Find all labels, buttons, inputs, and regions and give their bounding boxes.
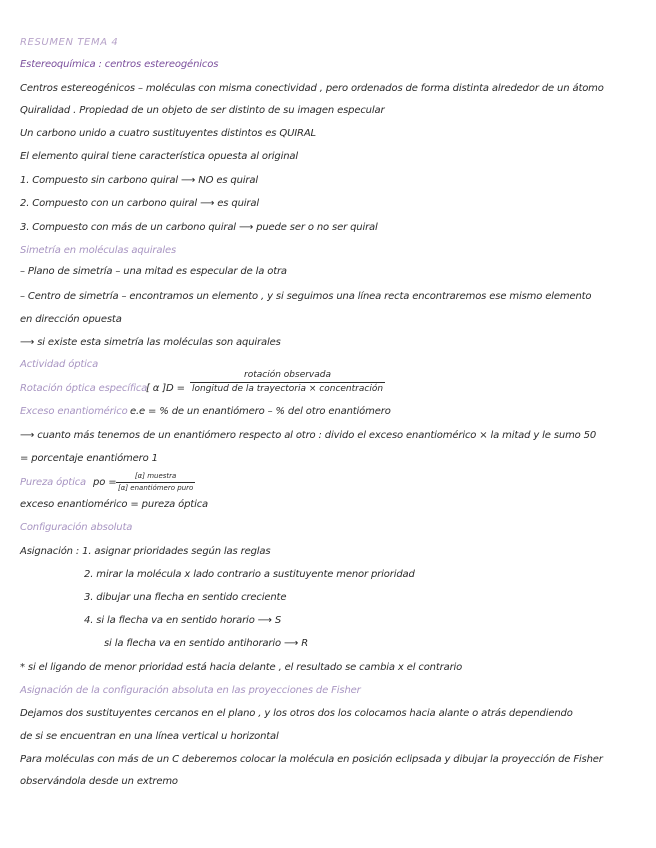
rotacion-numerator: rotación observada <box>244 370 332 380</box>
note-line: observándola desde un extremo <box>20 776 178 787</box>
note-line: Un carbono unido a cuatro sustituyentes distintos es QUIRAL <box>20 128 316 139</box>
section-heading-configuracion: Configuración absoluta <box>20 522 133 533</box>
config-step: Asignación : 1. asignar prioridades según las reglas <box>20 546 271 557</box>
exceso-formula: e.e = % de un enantiómero – % del otro enantiómero <box>130 406 391 417</box>
config-step: 3. dibujar una flecha en sentido creciente <box>84 592 287 603</box>
note-line: en dirección opuesta <box>20 314 122 325</box>
exceso-label: Exceso enantiomérico <box>20 406 128 417</box>
pureza-denominator: [α] enantiómero puro <box>118 484 194 492</box>
note-line: – Plano de simetría – una mitad es especular de la otra <box>20 266 287 277</box>
note-line: 2. Compuesto con un carbono quiral ⟶ es quiral <box>20 198 259 209</box>
note-line: de si se encuentran en una línea vertical u horizontal <box>20 731 279 742</box>
note-line: 3. Compuesto con más de un carbono quiral ⟶ puede ser o no ser quiral <box>20 222 378 233</box>
pureza-lhs: po = <box>93 477 117 488</box>
section-heading-estereoquimica: Estereoquímica : centros estereogénicos <box>20 59 219 70</box>
config-step: si la flecha va en sentido antihorario ⟶ R <box>104 638 308 649</box>
note-line: – Centro de simetría – encontramos un elemento , y si seguimos una línea recta encontraremos ese mismo elemento <box>20 291 592 302</box>
note-line: El elemento quiral tiene característica opuesta al original <box>20 151 299 162</box>
section-heading-simetria: Simetría en moléculas aquirales <box>20 245 177 256</box>
pureza-fraction <box>116 472 195 493</box>
section-heading-actividad-optica: Actividad óptica <box>20 359 99 370</box>
section-heading-fischer: Asignación de la configuración absoluta en las proyecciones de Fisher <box>20 685 361 696</box>
page-title: RESUMEN TEMA 4 <box>20 37 119 48</box>
note-line: Quiralidad . Propiedad de un objeto de ser distinto de su imagen especular <box>20 105 385 116</box>
config-step: 2. mirar la molécula x lado contrario a sustituyente menor prioridad <box>84 569 415 580</box>
config-note: * si el ligando de menor prioridad está hacia delante , el resultado se cambia x el contrario <box>20 662 463 673</box>
note-line: Para moléculas con más de un C deberemos colocar la molécula en posición eclipsada y dibujar la proyección de Fisher <box>20 754 603 765</box>
rotacion-lhs: [ α ]D = <box>146 383 185 394</box>
pureza-equivalence: exceso enantiomérico = pureza óptica <box>20 499 209 510</box>
note-line: ⟶ cuanto más tenemos de un enantiómero respecto al otro : divido el exceso enantiomérico × la mitad y le sumo 50 <box>20 430 597 441</box>
note-line: = porcentaje enantiómero 1 <box>20 453 158 464</box>
rotacion-fraction <box>190 370 385 395</box>
note-line: ⟶ si existe esta simetría las moléculas son aquirales <box>20 337 281 348</box>
rotacion-denominator: longitud de la trayectoria × concentración <box>192 384 384 394</box>
pureza-label: Pureza óptica <box>20 477 87 488</box>
pureza-numerator: [α] muestra <box>134 472 177 480</box>
note-line: Centros estereogénicos – moléculas con misma conectividad , pero ordenados de forma distinta alrededor de un átomo <box>20 83 604 94</box>
config-step: 4. si la flecha va en sentido horario ⟶ S <box>84 615 282 626</box>
note-line: Dejamos dos sustituyentes cercanos en el plano , y los otros dos los colocamos hacia alante o atrás dependiendo <box>20 708 573 719</box>
rotacion-label: Rotación óptica específica <box>20 383 148 394</box>
note-line: 1. Compuesto sin carbono quiral ⟶ NO es quiral <box>20 175 258 186</box>
